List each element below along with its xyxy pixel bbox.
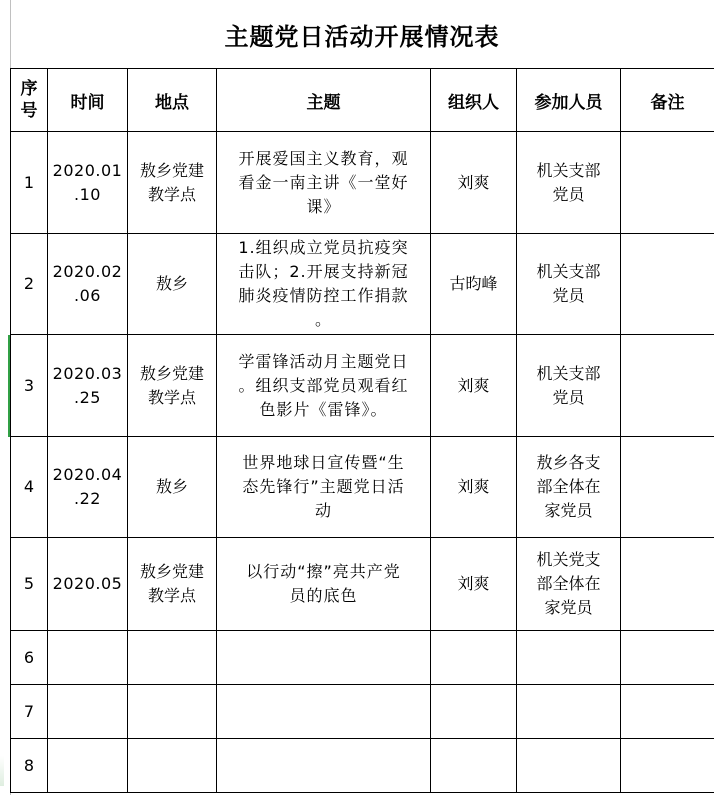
- cell-organizer[interactable]: [431, 685, 517, 739]
- cell-remarks[interactable]: [621, 739, 714, 793]
- cell-time[interactable]: 2020.01 .10: [48, 132, 128, 234]
- cell-remarks[interactable]: [621, 685, 714, 739]
- cell-time[interactable]: [48, 685, 128, 739]
- cell-place[interactable]: 敖乡党建 教学点: [128, 335, 217, 437]
- cell-seq[interactable]: 7: [11, 685, 48, 739]
- cell-time[interactable]: 2020.03 .25: [48, 335, 128, 437]
- cell-place[interactable]: 敖乡党建 教学点: [128, 132, 217, 234]
- cell-seq[interactable]: 8: [11, 739, 48, 793]
- table-row: [11, 739, 714, 793]
- header-participants[interactable]: 参加人员: [517, 69, 621, 132]
- table-row: [11, 132, 714, 234]
- cell-place[interactable]: 敖乡: [128, 437, 217, 538]
- table-row: [11, 685, 714, 739]
- header-organizer[interactable]: 组织人: [431, 69, 517, 132]
- header-place[interactable]: 地点: [128, 69, 217, 132]
- cell-place[interactable]: 敖乡党建 教学点: [128, 538, 217, 631]
- table-row: [11, 538, 714, 631]
- cell-topic[interactable]: 学雷锋活动月主题党日 。组织支部党员观看红 色影片《雷锋》。: [217, 335, 431, 437]
- table-row: [11, 631, 714, 685]
- cell-remarks[interactable]: [621, 234, 714, 335]
- header-remarks[interactable]: 备注: [621, 69, 714, 132]
- cell-seq[interactable]: 2: [11, 234, 48, 335]
- cell-place[interactable]: [128, 685, 217, 739]
- sheet-title: 主题党日活动开展情况表: [10, 0, 714, 69]
- cell-participants[interactable]: 机关支部 党员: [517, 132, 621, 234]
- cell-topic[interactable]: [217, 685, 431, 739]
- cell-time[interactable]: [48, 631, 128, 685]
- cell-organizer[interactable]: 古昀峰: [431, 234, 517, 335]
- cell-topic[interactable]: [217, 631, 431, 685]
- table-row: [11, 234, 714, 335]
- header-seq[interactable]: 序号: [11, 69, 48, 132]
- cell-remarks[interactable]: [621, 132, 714, 234]
- cell-seq[interactable]: 1: [11, 132, 48, 234]
- cell-time[interactable]: [48, 739, 128, 793]
- cell-topic[interactable]: 1.组织成立党员抗疫突 击队；2.开展支持新冠 肺炎疫情防控工作捐款 。: [217, 234, 431, 335]
- cell-organizer[interactable]: 刘爽: [431, 437, 517, 538]
- cell-time[interactable]: 2020.05: [48, 538, 128, 631]
- cell-topic[interactable]: 以行动“擦”亮共产党 员的底色: [217, 538, 431, 631]
- cell-place[interactable]: [128, 739, 217, 793]
- cell-place[interactable]: 敖乡: [128, 234, 217, 335]
- cell-place[interactable]: [128, 631, 217, 685]
- activity-table: [10, 68, 714, 793]
- cell-remarks[interactable]: [621, 335, 714, 437]
- cell-topic[interactable]: 世界地球日宣传暨“生 态先锋行”主题党日活 动: [217, 437, 431, 538]
- cell-organizer[interactable]: [431, 631, 517, 685]
- cell-participants[interactable]: [517, 685, 621, 739]
- cell-seq[interactable]: 6: [11, 631, 48, 685]
- cell-participants[interactable]: 机关支部 党员: [517, 335, 621, 437]
- row-edge-shading: [0, 756, 4, 786]
- cell-topic[interactable]: [217, 739, 431, 793]
- cell-organizer[interactable]: [431, 739, 517, 793]
- table-row: [11, 335, 714, 437]
- table-row: [11, 437, 714, 538]
- cell-topic[interactable]: 开展爱国主义教育，观 看金一南主讲《一堂好 课》: [217, 132, 431, 234]
- cell-participants[interactable]: [517, 739, 621, 793]
- header-topic[interactable]: 主题: [217, 69, 431, 132]
- cell-seq[interactable]: 3: [11, 335, 48, 437]
- cell-remarks[interactable]: [621, 631, 714, 685]
- cell-organizer[interactable]: 刘爽: [431, 335, 517, 437]
- cell-organizer[interactable]: 刘爽: [431, 132, 517, 234]
- cell-participants[interactable]: 机关支部 党员: [517, 234, 621, 335]
- cell-seq[interactable]: 5: [11, 538, 48, 631]
- cell-participants[interactable]: [517, 631, 621, 685]
- cell-time[interactable]: 2020.04 .22: [48, 437, 128, 538]
- cell-remarks[interactable]: [621, 437, 714, 538]
- header-row: [11, 69, 714, 132]
- cell-seq[interactable]: 4: [11, 437, 48, 538]
- header-time[interactable]: 时间: [48, 69, 128, 132]
- cell-time[interactable]: 2020.02 .06: [48, 234, 128, 335]
- cell-remarks[interactable]: [621, 538, 714, 631]
- cell-participants[interactable]: 敖乡各支 部全体在 家党员: [517, 437, 621, 538]
- cell-organizer[interactable]: 刘爽: [431, 538, 517, 631]
- cell-participants[interactable]: 机关党支 部全体在 家党员: [517, 538, 621, 631]
